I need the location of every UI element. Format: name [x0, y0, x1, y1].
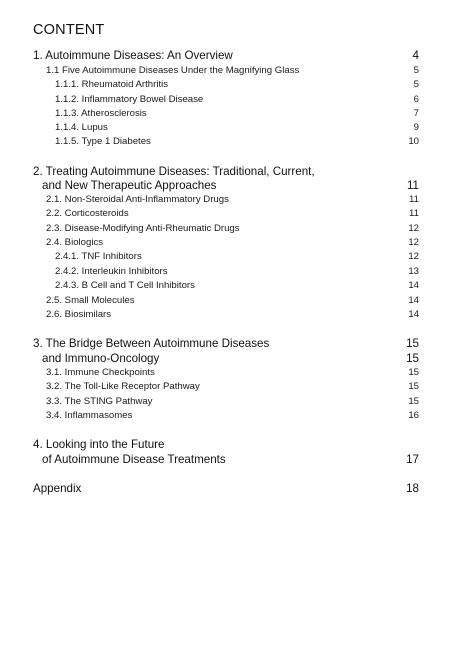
toc-entry-label: 3.4. Inflammasomes — [46, 410, 133, 421]
toc-entry-label: 3.3. The STING Pathway — [46, 396, 153, 407]
toc-entry-label: of Autoimmune Disease Treatments — [42, 453, 226, 466]
toc-entry-label: 1. Autoimmune Diseases: An Overview — [33, 49, 233, 62]
toc-entry-label: 1.1.3. Atherosclerosis — [55, 108, 147, 119]
toc-entry-label: 1.1.1. Rheumatoid Arthritis — [55, 79, 169, 90]
toc-entry-label: 2.6. Biosimilars — [46, 309, 112, 320]
toc-entry-label: 4. Looking into the Future — [33, 438, 165, 451]
toc-entry-page-number: 14 — [408, 295, 419, 306]
toc-entry-page-number: 9 — [413, 122, 419, 133]
toc-entry-label: 3.1. Immune Checkpoints — [46, 367, 155, 378]
toc-entry-label: Appendix — [33, 482, 82, 495]
toc-entry-page-number: 11 — [409, 208, 419, 219]
toc-entry-page-number: 15 — [408, 396, 419, 407]
toc-entry-label: 2.1. Non-Steroidal Anti-Inflammatory Drugs — [46, 194, 229, 205]
toc-entry-page-number: 14 — [408, 309, 419, 320]
toc-entry-page-number: 5 — [413, 79, 419, 90]
toc-entry-page-number: 18 — [406, 482, 419, 495]
toc-entry-page-number: 15 — [406, 352, 419, 365]
toc-entry-page-number: 12 — [408, 251, 419, 262]
toc-entry-page-number: 11 — [406, 179, 419, 192]
toc-entry-label: 2. Treating Autoimmune Diseases: Traditional, Current, — [33, 165, 315, 178]
toc-entry-page-number: 14 — [408, 280, 419, 291]
toc-entry-label: 2.4. Biologics — [46, 237, 104, 248]
toc-entry-page-number: 10 — [408, 136, 419, 147]
toc-entry-label: 2.4.3. B Cell and T Cell Inhibitors — [55, 280, 195, 291]
toc-entry-label: 2.4.1. TNF Inhibitors — [55, 251, 142, 262]
toc-entry-label: 1.1.2. Inflammatory Bowel Disease — [55, 94, 204, 105]
page-title: CONTENT — [33, 22, 105, 38]
toc-entry-label: 3.2. The Toll-Like Receptor Pathway — [46, 381, 200, 392]
toc-entry-page-number: 6 — [413, 94, 419, 105]
toc-entry-page-number: 11 — [409, 194, 419, 205]
toc-entry-label: and New Therapeutic Approaches — [42, 179, 217, 192]
toc-entry-label: 2.3. Disease-Modifying Anti-Rheumatic Drugs — [46, 223, 240, 234]
toc-entry-page-number: 4 — [412, 49, 419, 62]
toc-entry-label: 2.4.2. Interleukin Inhibitors — [55, 266, 168, 277]
toc-entry-label: 1.1.5. Type 1 Diabetes — [55, 136, 151, 147]
toc-entry-page-number: 7 — [413, 108, 419, 119]
toc-entry-page-number: 15 — [408, 381, 419, 392]
toc-entry-label: 2.2. Corticosteroids — [46, 208, 129, 219]
toc-entry-page-number: 13 — [408, 266, 419, 277]
toc-entry-label: 1.1.4. Lupus — [55, 122, 108, 133]
toc-entry-page-number: 5 — [413, 65, 419, 76]
toc-entry-label: 1.1 Five Autoimmune Diseases Under the Magnifying Glass — [46, 65, 300, 76]
toc-entry-label: 3. The Bridge Between Autoimmune Diseases — [33, 337, 270, 350]
toc-entry-page-number: 15 — [408, 367, 419, 378]
toc-entry-page-number: 12 — [408, 237, 419, 248]
toc-entry-page-number: 17 — [406, 453, 419, 466]
toc-entry-page-number: 12 — [408, 223, 419, 234]
toc-entry-label: and Immuno-Oncology — [42, 352, 160, 365]
toc-entry-label: 2.5. Small Molecules — [46, 295, 135, 306]
toc-entry-page-number: 16 — [408, 410, 419, 421]
toc-entry-page-number: 15 — [406, 337, 419, 350]
